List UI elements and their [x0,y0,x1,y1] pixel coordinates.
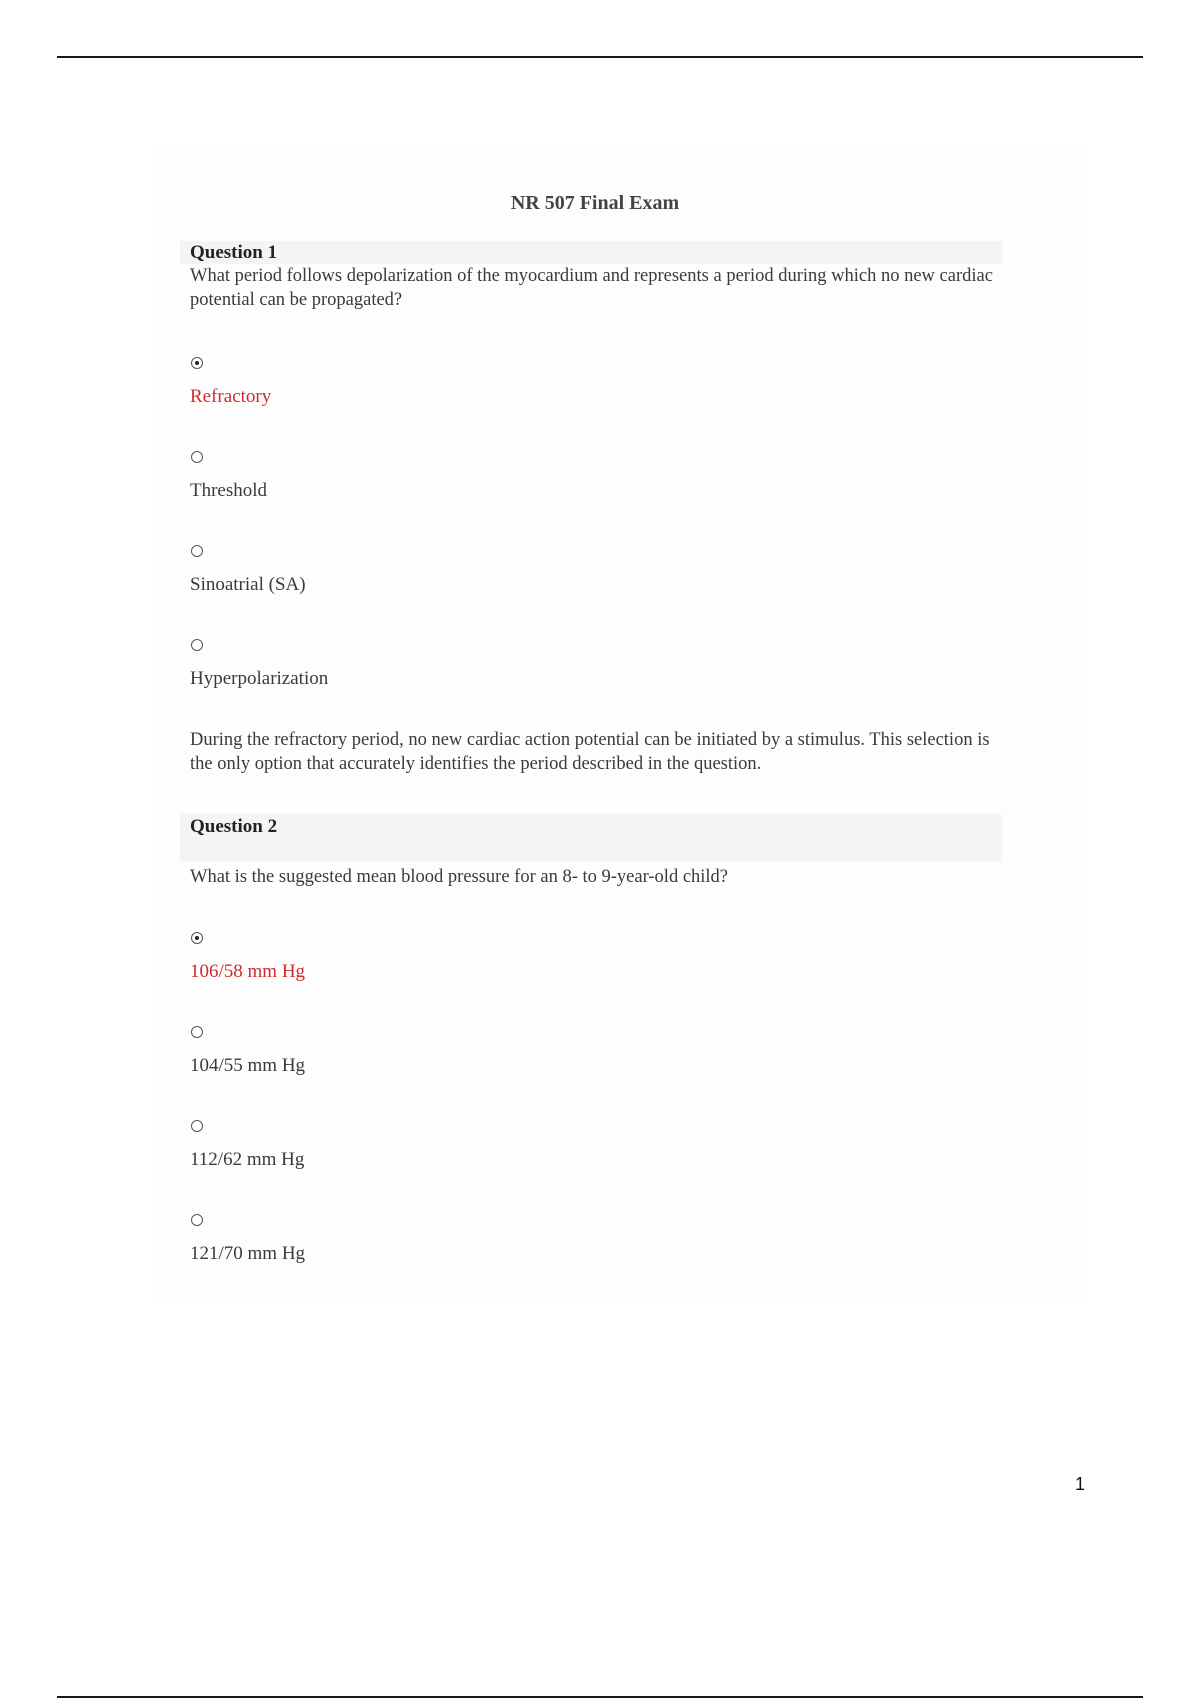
question-2-option-1-radio[interactable] [191,932,203,944]
question-2-text: What is the suggested mean blood pressure for an 8- to 9-year-old child? [190,867,729,887]
question-2-option-4-label[interactable]: 121/70 mm Hg [190,1243,306,1264]
question-1-option-3-label[interactable]: Sinoatrial (SA) [190,574,306,595]
page-number: 1 [1075,1474,1086,1494]
question-2-label: Question 2 [190,816,278,837]
bottom-rule [57,1696,1143,1698]
question-1-option-1-label[interactable]: Refractory [190,386,272,407]
question-1-option-1-radio[interactable] [191,357,203,369]
question-1-label: Question 1 [190,242,278,263]
question-2-option-4-radio[interactable] [191,1214,203,1226]
question-2-header [180,814,1002,862]
question-1-option-4-radio[interactable] [191,639,203,651]
question-2-option-2-radio[interactable] [191,1026,203,1038]
question-2-option-3-radio[interactable] [191,1120,203,1132]
question-1-header [180,241,1002,264]
question-1-option-4-label[interactable]: Hyperpolarization [190,668,329,689]
exam-title: NR 507 Final Exam [510,192,680,214]
question-1-feedback: During the refractory period, no new cardiac action potential can be initiated by a stimulus. This selection is the only option that accurately identifies the period described in the question. [190,730,990,774]
question-2-option-1-label[interactable]: 106/58 mm Hg [190,961,306,982]
top-rule [57,56,1143,58]
exam-panel [152,145,1087,1300]
question-1-option-3-radio[interactable] [191,545,203,557]
question-1-option-2-radio[interactable] [191,451,203,463]
question-1-text: What period follows depolarization of the myocardium and represents a period during which no new cardiac potential can be propagated? [190,266,993,310]
question-2-option-3-label[interactable]: 112/62 mm Hg [190,1149,305,1170]
question-2-option-2-label[interactable]: 104/55 mm Hg [190,1055,306,1076]
question-1-option-2-label[interactable]: Threshold [190,480,268,501]
